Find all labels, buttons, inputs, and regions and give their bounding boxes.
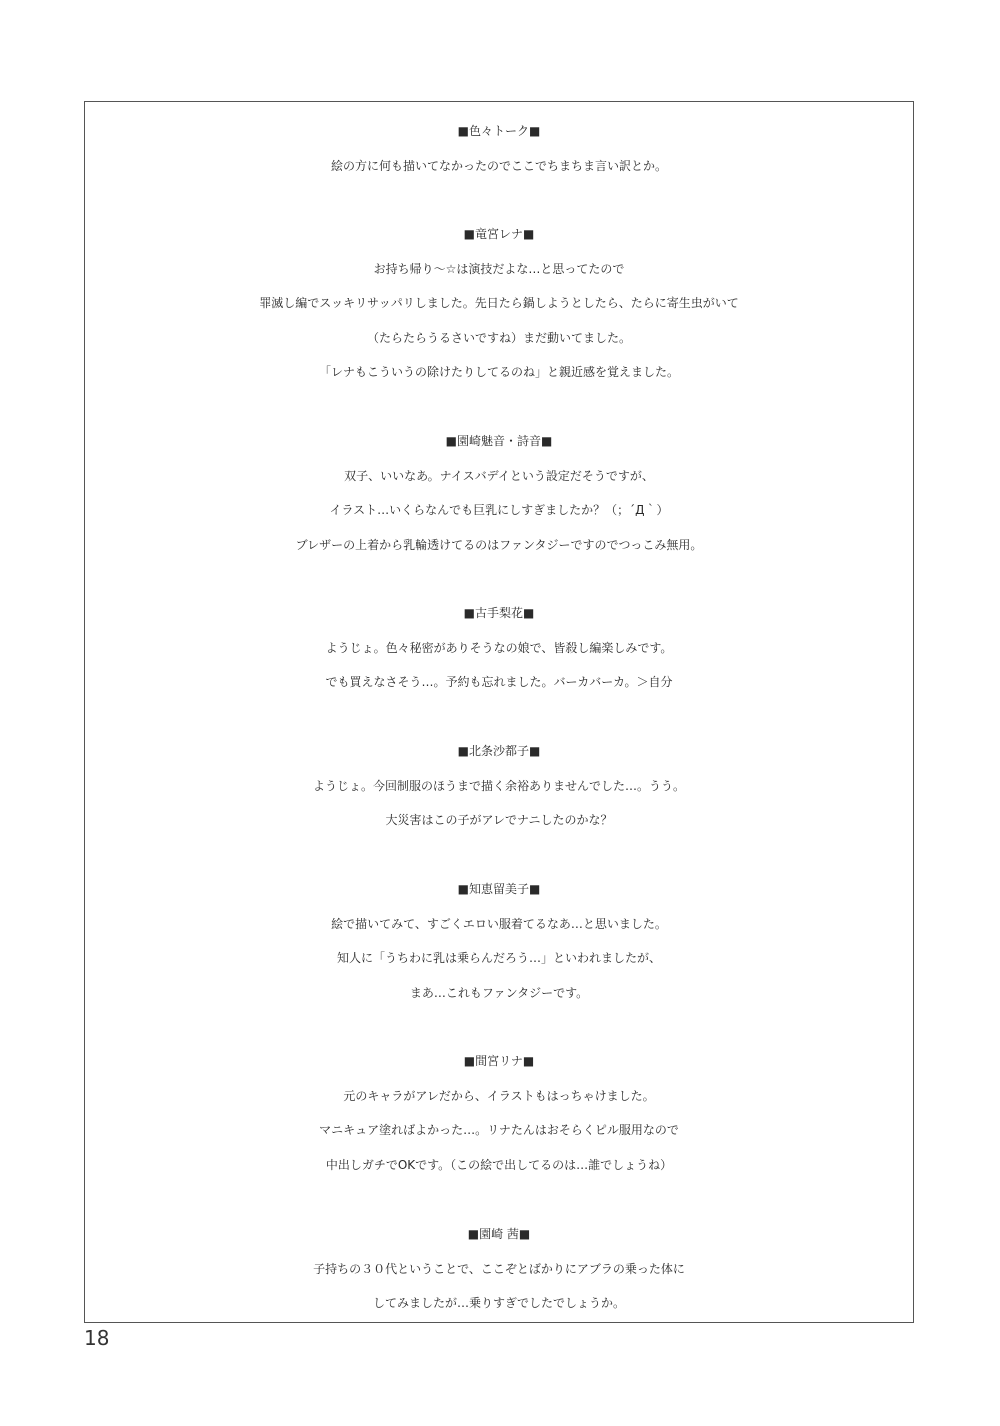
section-line: ようじょ。今回制服のほうまで描く余裕ありませんでした…。うう。 xyxy=(312,778,685,793)
section-line: 子持ちの３０代ということで、ここぞとばかりにアブラの乗った体に xyxy=(313,1261,685,1276)
section-heading: ■色々トーク■ xyxy=(457,124,541,138)
section-rina xyxy=(85,1044,913,1182)
section-line: ブレザーの上着から乳輪透けてるのはファンタジーですのでつっこみ無用。 xyxy=(295,537,703,552)
section-line: イラスト…いくらなんでも巨乳にしすぎましたか？（；´Д｀） xyxy=(329,503,669,517)
section-line: 大災害はこの子がアレでナニしたのかな？ xyxy=(385,813,613,827)
section-line: ようじょ。色々秘密がありそうなの娘で、皆殺し編楽しみです。 xyxy=(325,640,673,655)
section-line: 双子、いいなあ。ナイスバデイという設定だそうですが、 xyxy=(344,468,654,483)
section-line: 知人に「うちわに乳は乗らんだろう…」といわれましたが、 xyxy=(336,951,661,965)
section-line: マニキュア塗ればよかった…。リナたんはおそらくピル服用なので xyxy=(319,1123,679,1137)
section-heading: ■竜宮レナ■ xyxy=(463,227,535,241)
section-iroiro-talk xyxy=(85,114,913,183)
section-line: お持ち帰り～☆は演技だよな…と思ってたので xyxy=(373,261,625,276)
section-heading: ■知恵留美子■ xyxy=(457,882,541,896)
section-mion-shion xyxy=(85,424,913,562)
page-number: 18 xyxy=(84,1326,110,1350)
section-line: 絵で描いてみて、すごくエロい服着てるなあ…と思いました。 xyxy=(331,916,667,931)
section-line: まあ…これもファンタジーです。 xyxy=(409,985,589,1000)
section-chie xyxy=(85,872,913,1010)
section-heading: ■間宮リナ■ xyxy=(463,1054,535,1068)
section-line: （たらたらうるさいですね）まだ動いてました。 xyxy=(366,330,631,345)
section-line: してみましたが…乗りすぎでしたでしょうか。 xyxy=(372,1296,625,1310)
section-akane xyxy=(85,1217,913,1321)
page-content xyxy=(85,102,913,1322)
section-line: 中出しガチでOKです。（この絵で出してるのは…誰でしょうね） xyxy=(325,1157,673,1172)
section-heading: ■園崎魅音・詩音■ xyxy=(445,434,553,448)
section-line: 「レナもこういうの除けたりしてるのね」と親近感を覚えました。 xyxy=(318,365,679,379)
section-heading: ■園崎 茜■ xyxy=(467,1227,531,1241)
section-line: 罪滅し編でスッキリサッパリしました。先日たら鍋しようとしたら、たらに寄生虫がいて xyxy=(259,296,739,310)
section-heading: ■古手梨花■ xyxy=(463,606,535,620)
section-satoko xyxy=(85,734,913,838)
section-heading: ■北条沙都子■ xyxy=(457,744,541,758)
section-rika xyxy=(85,596,913,700)
section-line: でも買えなさそう…。予約も忘れました。バーカバーカ。＞自分 xyxy=(325,675,673,689)
text-frame xyxy=(84,101,914,1323)
section-rena xyxy=(85,217,913,390)
section-line: 絵の方に何も描いてなかったのでここでちまちま言い訳とか。 xyxy=(330,158,667,173)
section-line: 元のキャラがアレだから、イラストもはっちゃけました。 xyxy=(343,1088,655,1103)
